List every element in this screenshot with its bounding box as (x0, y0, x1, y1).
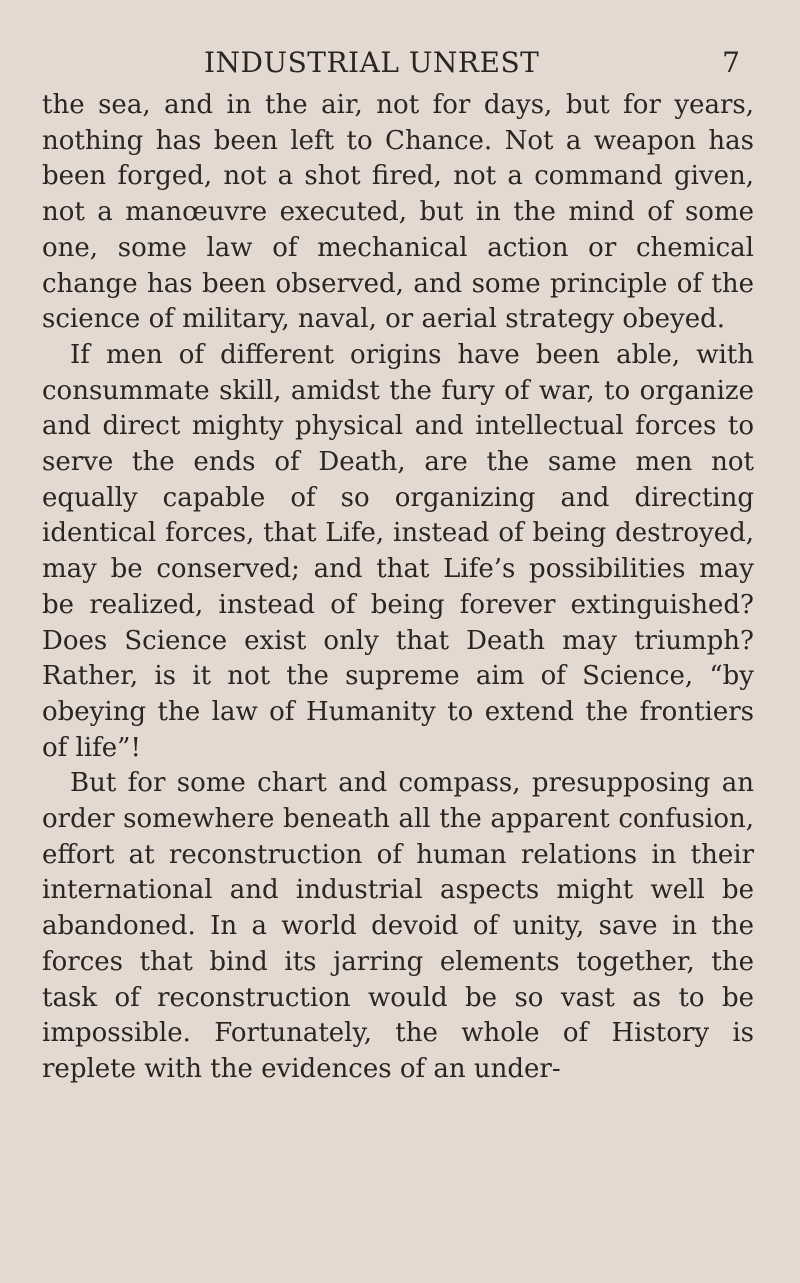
running-title: INDUSTRIAL UNREST (204, 46, 540, 79)
page-number: 7 (722, 46, 740, 79)
paragraph-1: the sea, and in the air, not for days, but for years, nothing has been left to Chance. Not a weapon has been forged, not a shot fired, not a command given, not a manœuvre executed, but in the mind of some one, some law of mechanical action or chemical change has been observed, and some principle of the science of military, naval, or aerial strategy obeyed. (42, 90, 754, 335)
body-text (42, 88, 754, 1088)
paragraph-3: But for some chart and compass, presupposing an order somewhere beneath all the apparent confusion, effort at reconstruction of human relations in their international and industrial aspects might well be abandoned. In a world devoid of unity, save in the forces that bind its jarring elements together, the task of reconstruction would be so vast as to be impossible. Fortunately, the whole of History is replete with the evidences of an under- (42, 768, 754, 1084)
paragraph-2: If men of different origins have been able, with consummate skill, amidst the fury of war, to organize and direct mighty physical and intellectual forces to serve the ends of Death, are the same men not equally capable of so organizing and directing identical forces, that Life, instead of being destroyed, may be conserved; and that Life’s possibilities may be realized, instead of being forever extinguished? Does Science exist only that Death may triumph? Rather, is it not the supreme aim of Science, “by obeying the law of Humanity to extend the frontiers of life”! (42, 339, 754, 763)
running-head (42, 46, 754, 86)
